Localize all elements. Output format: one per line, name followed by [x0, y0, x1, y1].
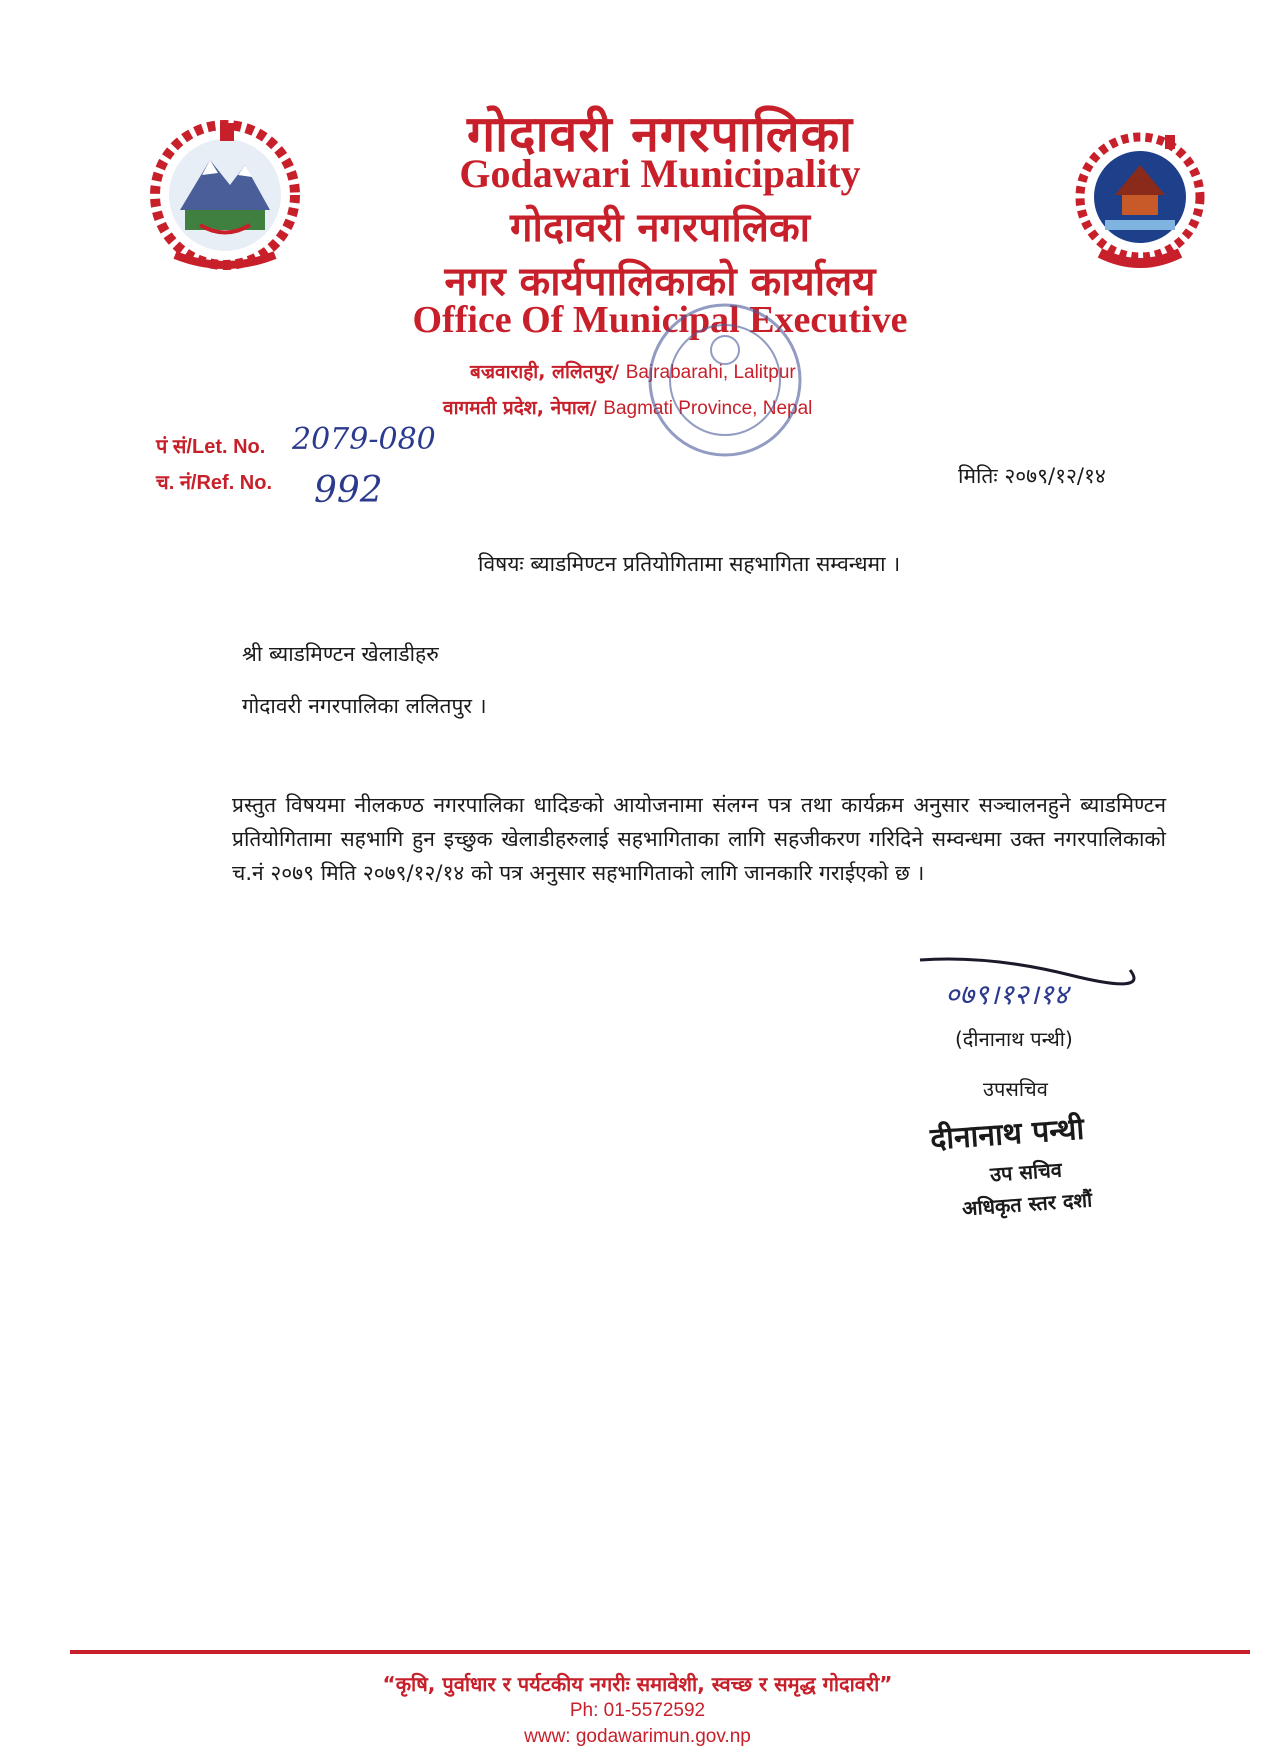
- address-line1-en: Bajrabarahi, Lalitpur: [625, 362, 796, 383]
- nepal-emblem-icon: [140, 115, 310, 275]
- footer-divider: [70, 1650, 1250, 1654]
- footer-website: www: godawarimun.gov.np: [524, 1726, 751, 1747]
- office-name-en: Office Of Municipal Executive: [412, 299, 908, 341]
- ref-no-value: 992: [314, 470, 383, 511]
- municipality-name-np: गोदावरी नगरपालिका: [466, 105, 854, 163]
- stamp-rank: अधिकृत स्तर दशौं: [961, 1187, 1093, 1221]
- municipality-logo-icon: [1070, 125, 1210, 275]
- letter-subject: विषयः ब्याडमिण्टन प्रतियोगितामा सहभागिता सम्वन्धमा ।: [478, 552, 901, 576]
- let-no-label: पं सं/Let. No.: [156, 436, 266, 458]
- stamp-name: दीनानाथ पन्थी: [929, 1111, 1086, 1158]
- footer-motto: “कृषि, पुर्वाधार र पर्यटकीय नगरीः समावेशी, स्वच्छ र समृद्ध गोदावरी”: [382, 1672, 893, 1696]
- addressee-line2: गोदावरी नगरपालिका ललितपुर ।: [242, 694, 487, 718]
- office-seal-icon: [640, 290, 810, 470]
- signatory-post: उपसचिव: [983, 1077, 1048, 1101]
- let-no-value: 2079-080: [292, 422, 436, 457]
- address-line1-np: बज्रवाराही, ललितपुर/: [470, 361, 620, 383]
- address-line2-np: वागमती प्रदेश, नेपाल/: [443, 397, 597, 419]
- addressee-line1: श्री ब्याडमिण्टन खेलाडीहरु: [242, 642, 439, 666]
- municipality-name-en: Godawari Municipality: [459, 151, 861, 196]
- address-line2-en: Bagmati Province, Nepal: [603, 398, 813, 419]
- handwritten-date: ०७९।१२।१४: [945, 978, 1069, 1011]
- footer-phone: Ph: 01-5572592: [569, 1700, 706, 1721]
- stamp-post: उप सचिव: [989, 1157, 1063, 1187]
- office-name-np: नगर कार्यपालिकाको कार्यालय: [444, 259, 876, 305]
- letter-body: प्रस्तुत विषयमा नीलकण्ठ नगरपालिका धादिङको आयोजनामा संलग्न पत्र तथा कार्यक्रम अनुसार सञ्चालनहुने ब्याडमिण्टन प्रतियोगितामा सहभागि हुन इच्छुक खेलाडीहरुलाई सहभागिताका लागि सहजीकरण गरिदिने सम्वन्धमा उक्त नगरपालिकाको च.नं २०७९ मिति २०७९/१२/१४ को पत्र अनुसार सहभागिताको लागि जानकारि गराईएको छ ।: [232, 793, 1166, 885]
- letter-date: मितिः २०७९/१२/१४: [958, 464, 1106, 488]
- ref-no-label: च. नं/Ref. No.: [156, 472, 273, 494]
- municipality-name-newari: गोदावरी नगरपालिका: [509, 204, 811, 251]
- signatory-name: (दीनानाथ पन्थी): [955, 1027, 1073, 1051]
